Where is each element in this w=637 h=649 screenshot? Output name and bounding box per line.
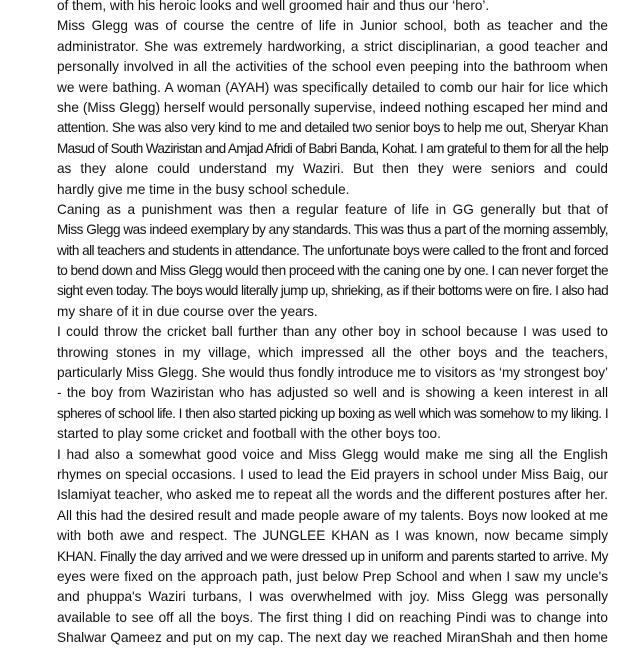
text-line: of them, with his heroic looks and well groomed hair and thus our ‘hero’. [57,0,490,13]
text-line: Miss Glegg was indeed exemplary by any standards. This was thus a part of the morning assembly, [57,222,608,238]
text-line: I could throw the cricket ball further than any other boy in school because I was used to [57,324,608,340]
text-line: personally involved in all the activities of the school even peeping into the bathroom when [57,59,608,75]
text-line: Caning as a punishment was then a regular feature of life in GG generally but that of [57,201,608,217]
text-line: Miss Glegg was of course the centre of life in Junior school, both as teacher and the [57,18,608,34]
text-line: to bend down and Miss Glegg would then proceed with the caning one by one. I can never forget the [57,263,608,279]
text-line: attention. She was also very kind to me and detailed two senior boys to help me out, Sheryar Khan [57,120,608,136]
text-line: throwing stones in my village, which impressed all the other boys and the teachers, [57,344,608,360]
text-line: rhymes on special occasions. I used to lead the Eid prayers in school under Miss Baig, our [57,466,608,482]
text-line: spheres of school life. I then also started picking up boxing as well which was somehow to my liking. I [57,405,608,421]
body-text [57,0,608,649]
text-line: we were bathing. A woman (AYAH) was specifically detailed to comb our hair for lice which [57,79,608,95]
text-line: KHAN. Finally the day arrived and we were dressed up in uniform and parents started to arrive. My [57,548,608,564]
text-line: administrator. She was extremely hardworking, a strict disciplinarian, a good teacher and [57,38,608,54]
text-line: eyes were fixed on the approach path, just below Prep School and when I saw my uncle's [57,568,608,584]
text-line: as they alone could understand my Waziri. But then they were seniors and could [57,161,608,177]
text-line: I had also a somewhat good voice and Miss Glegg would make me sing all the English [57,446,608,462]
text-line: particularly Miss Glegg. She would thus fondly introduce me to visitors as ‘my strongest boy’ [57,365,608,381]
text-line: Masud of South Waziristan and Amjad Afridi of Babri Banda, Kohat. I am grateful to them for all the help [57,140,608,156]
text-line: sight even today. The boys would literally jump up, shrieking, as if their bottoms were on fire. I also had [57,283,608,299]
text-line: - the boy from Waziristan who has adjusted so well and is showing a keen interest in all [57,385,608,401]
text-line: she (Miss Glegg) herself would personally supervise, indeed nothing escaped her mind and [57,99,608,115]
text-line: All this had the desired result and made people aware of my talents. Boys now looked at me [57,507,608,523]
text-line: and phuppa's Waziri turbans, I was overwhelmed with joy. Miss Glegg was personally [57,589,608,605]
text-line: Islamiyat teacher, who asked me to repeat all the words and the different postures after her. [57,487,608,503]
text-line: started to play some cricket and football with the other boys too. [57,426,441,442]
text-line: hardly give me time in the busy school schedule. [57,181,350,197]
text-line: Shalwar Qameez and put on my cap. The next day we reached MiranShah and then home [57,630,608,646]
text-line: with both awe and respect. The JUNGLEE KHAN as I was known, now became simply [57,528,608,544]
text-line: available to see off all the boys. The first thing I did on reaching Pindi was to change into [57,609,608,625]
text-line: with all teachers and students in attendance. The unfortunate boys were called to the front and forced [57,242,608,258]
text-line: my share of it in due course over the years. [57,303,318,319]
